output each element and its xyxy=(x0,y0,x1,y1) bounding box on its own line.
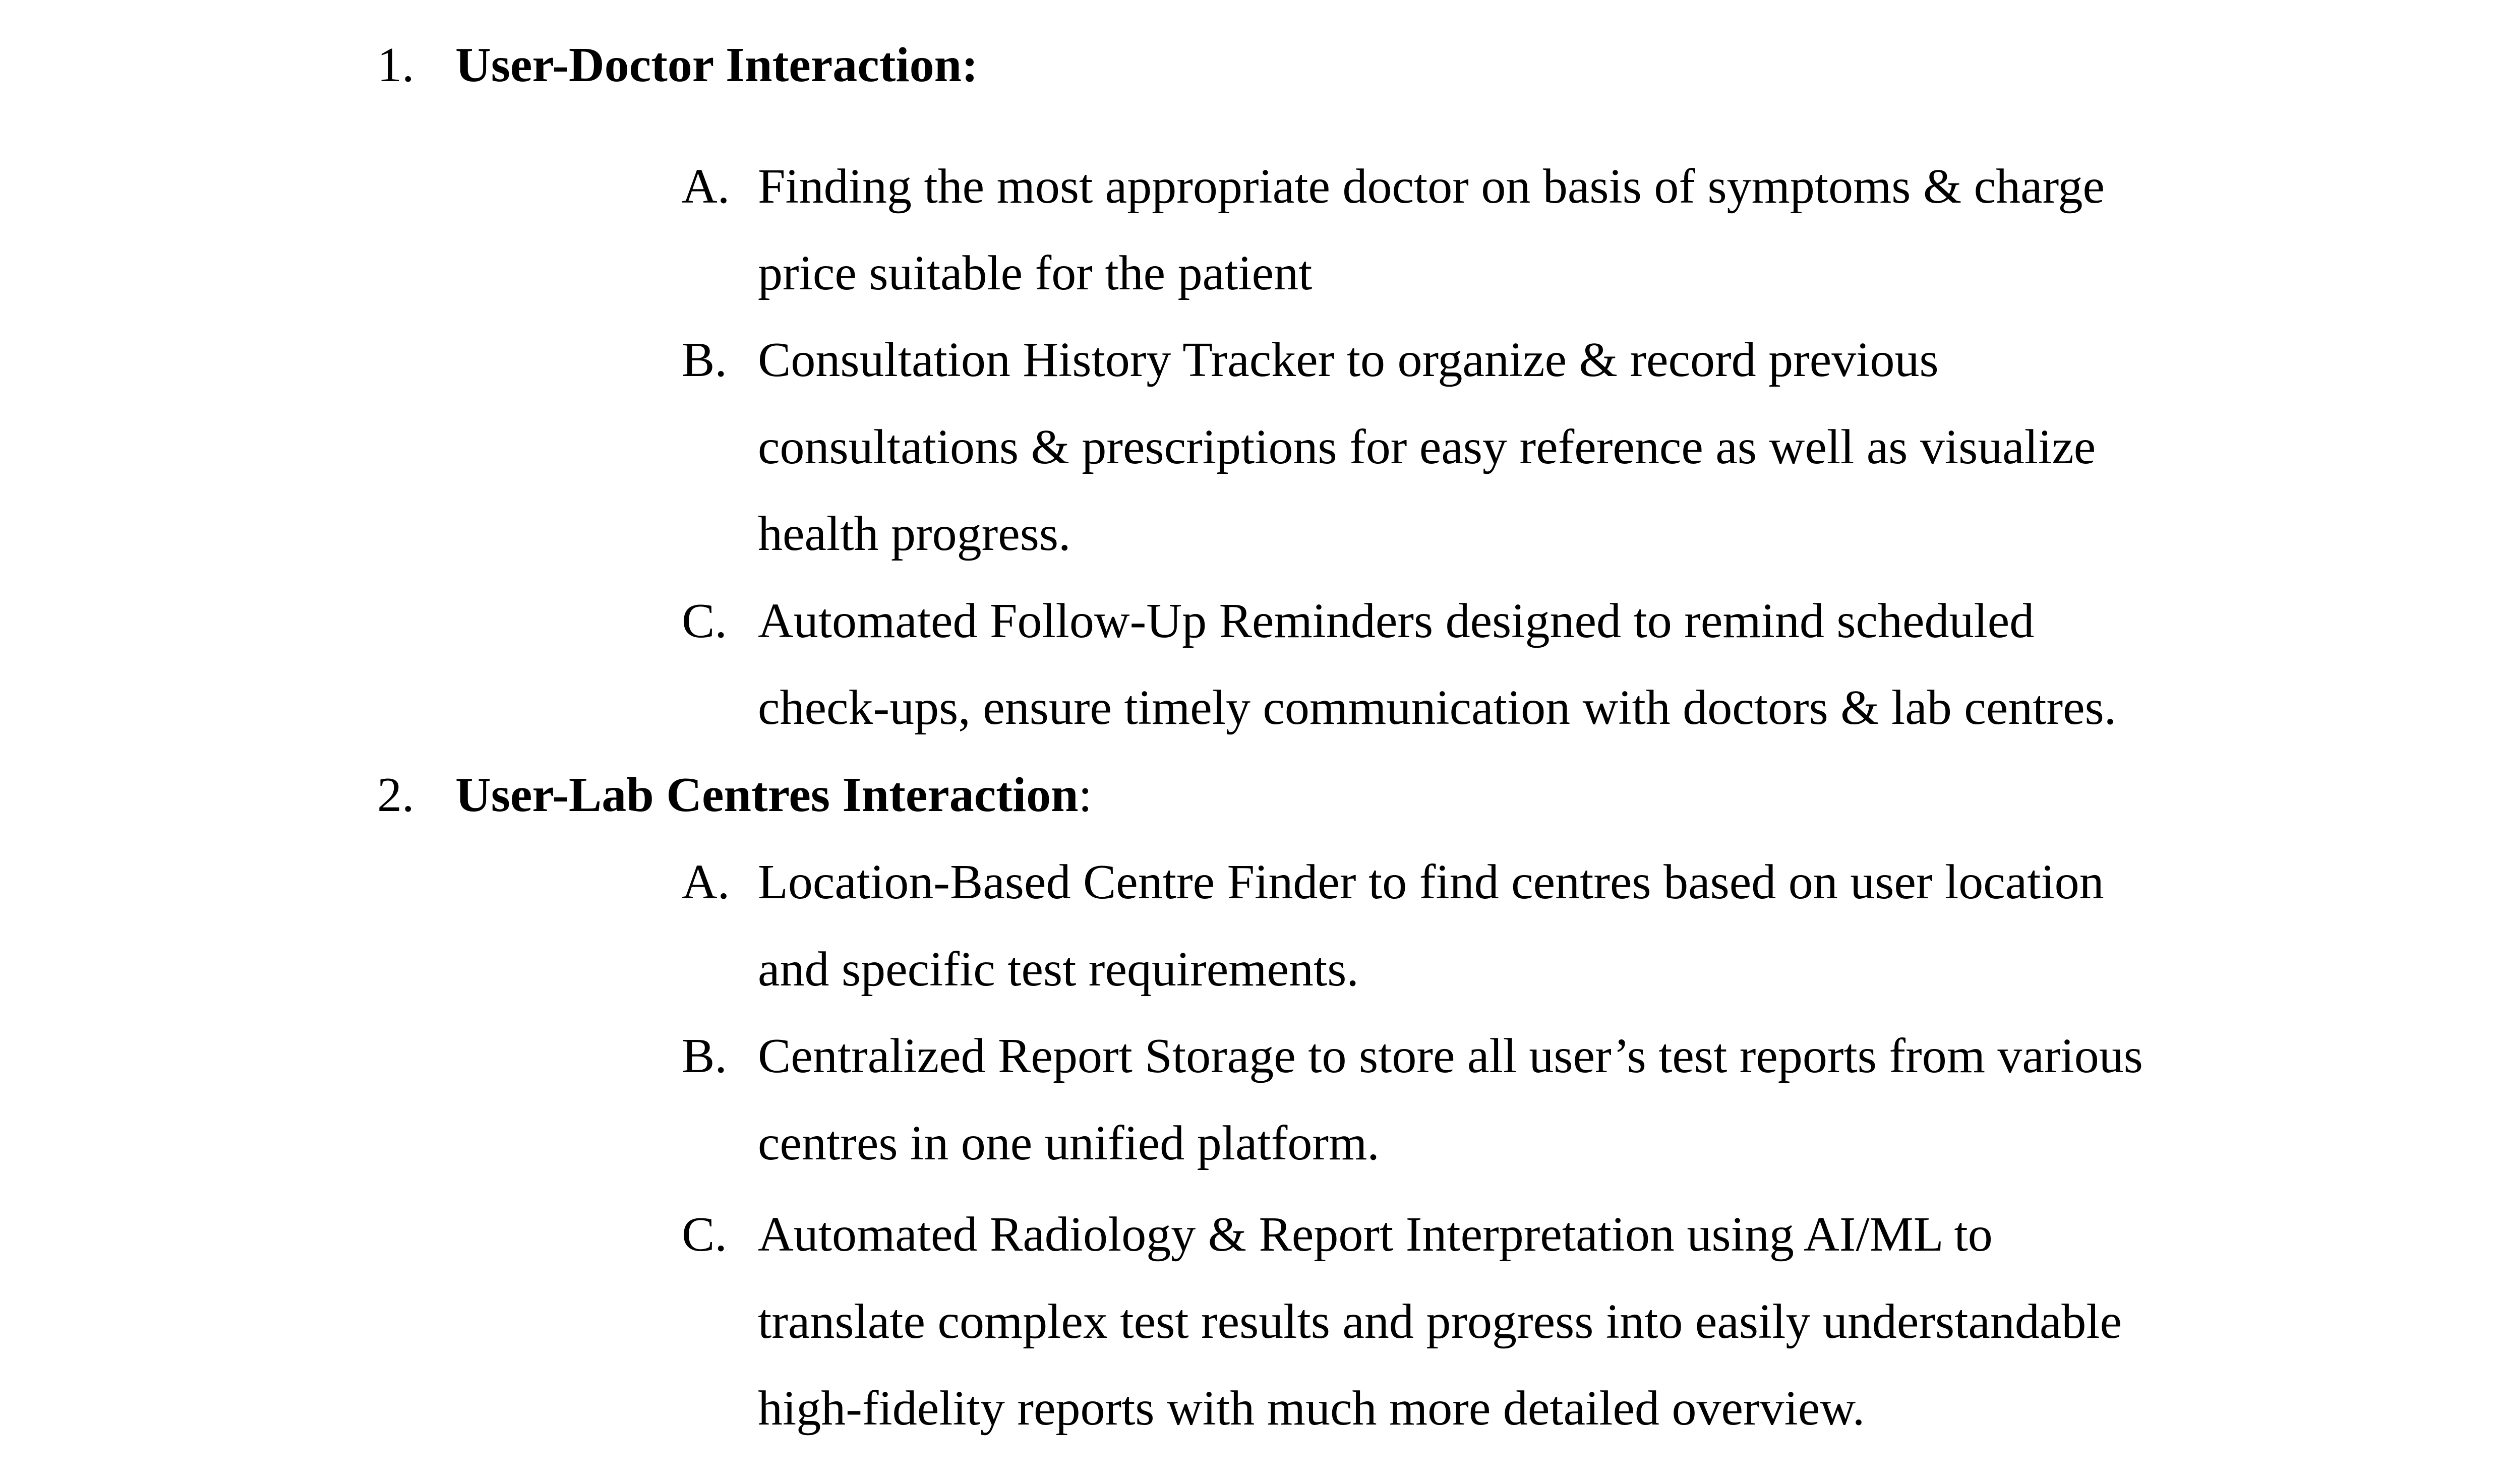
section-1-item-b-letter: B. xyxy=(682,333,727,387)
section-2-item-c-line-2: translate complex test results and progress into easily understandable xyxy=(758,1294,2122,1349)
section-1-item-b-line-2: consultations & prescriptions for easy reference as well as visualize xyxy=(758,420,2096,474)
section-1-item-c-line-2: check-ups, ensure timely communication with doctors & lab centres. xyxy=(758,681,2117,735)
section-2-title xyxy=(455,770,1092,820)
section-2-item-c-line-1: Automated Radiology & Report Interpretation using AI/ML to xyxy=(758,1207,1993,1262)
section-2-item-a-line-1: Location-Based Centre Finder to find centres based on user location xyxy=(758,855,2104,909)
section-1-item-b-line-1: Consultation History Tracker to organize & record previous xyxy=(758,333,1939,387)
section-2-title-suffix: : xyxy=(1078,768,1092,822)
section-2-item-b-line-2: centres in one unified platform. xyxy=(758,1116,1380,1170)
section-1-number: 1. xyxy=(377,38,414,92)
section-1-title xyxy=(455,40,978,90)
section-2-item-b-line-1: Centralized Report Storage to store all user’s test reports from various xyxy=(758,1029,2143,1083)
section-1-item-a-line-2: price suitable for the patient xyxy=(758,246,1313,300)
section-2-number: 2. xyxy=(377,768,414,822)
section-2-title-text: User-Lab Centres Interaction xyxy=(455,768,1079,822)
section-2-item-a-line-2: and specific test requirements. xyxy=(758,942,1359,997)
section-1-item-a-line-1: Finding the most appropriate doctor on basis of symptoms & charge xyxy=(758,159,2105,214)
section-1-item-c-line-1: Automated Follow-Up Reminders designed to remind scheduled xyxy=(758,594,2035,648)
section-2-item-c-letter: C. xyxy=(682,1207,727,1262)
section-1-title-text: User-Doctor Interaction: xyxy=(455,38,978,92)
section-1-item-c-letter: C. xyxy=(682,594,727,648)
section-2-item-b-letter: B. xyxy=(682,1029,727,1083)
section-1-item-a-letter: A. xyxy=(682,159,730,214)
section-2-item-a-letter: A. xyxy=(682,855,730,909)
section-1-item-b-line-3: health progress. xyxy=(758,507,1071,561)
section-2-item-c-line-3: high-fidelity reports with much more detailed overview. xyxy=(758,1381,1865,1436)
